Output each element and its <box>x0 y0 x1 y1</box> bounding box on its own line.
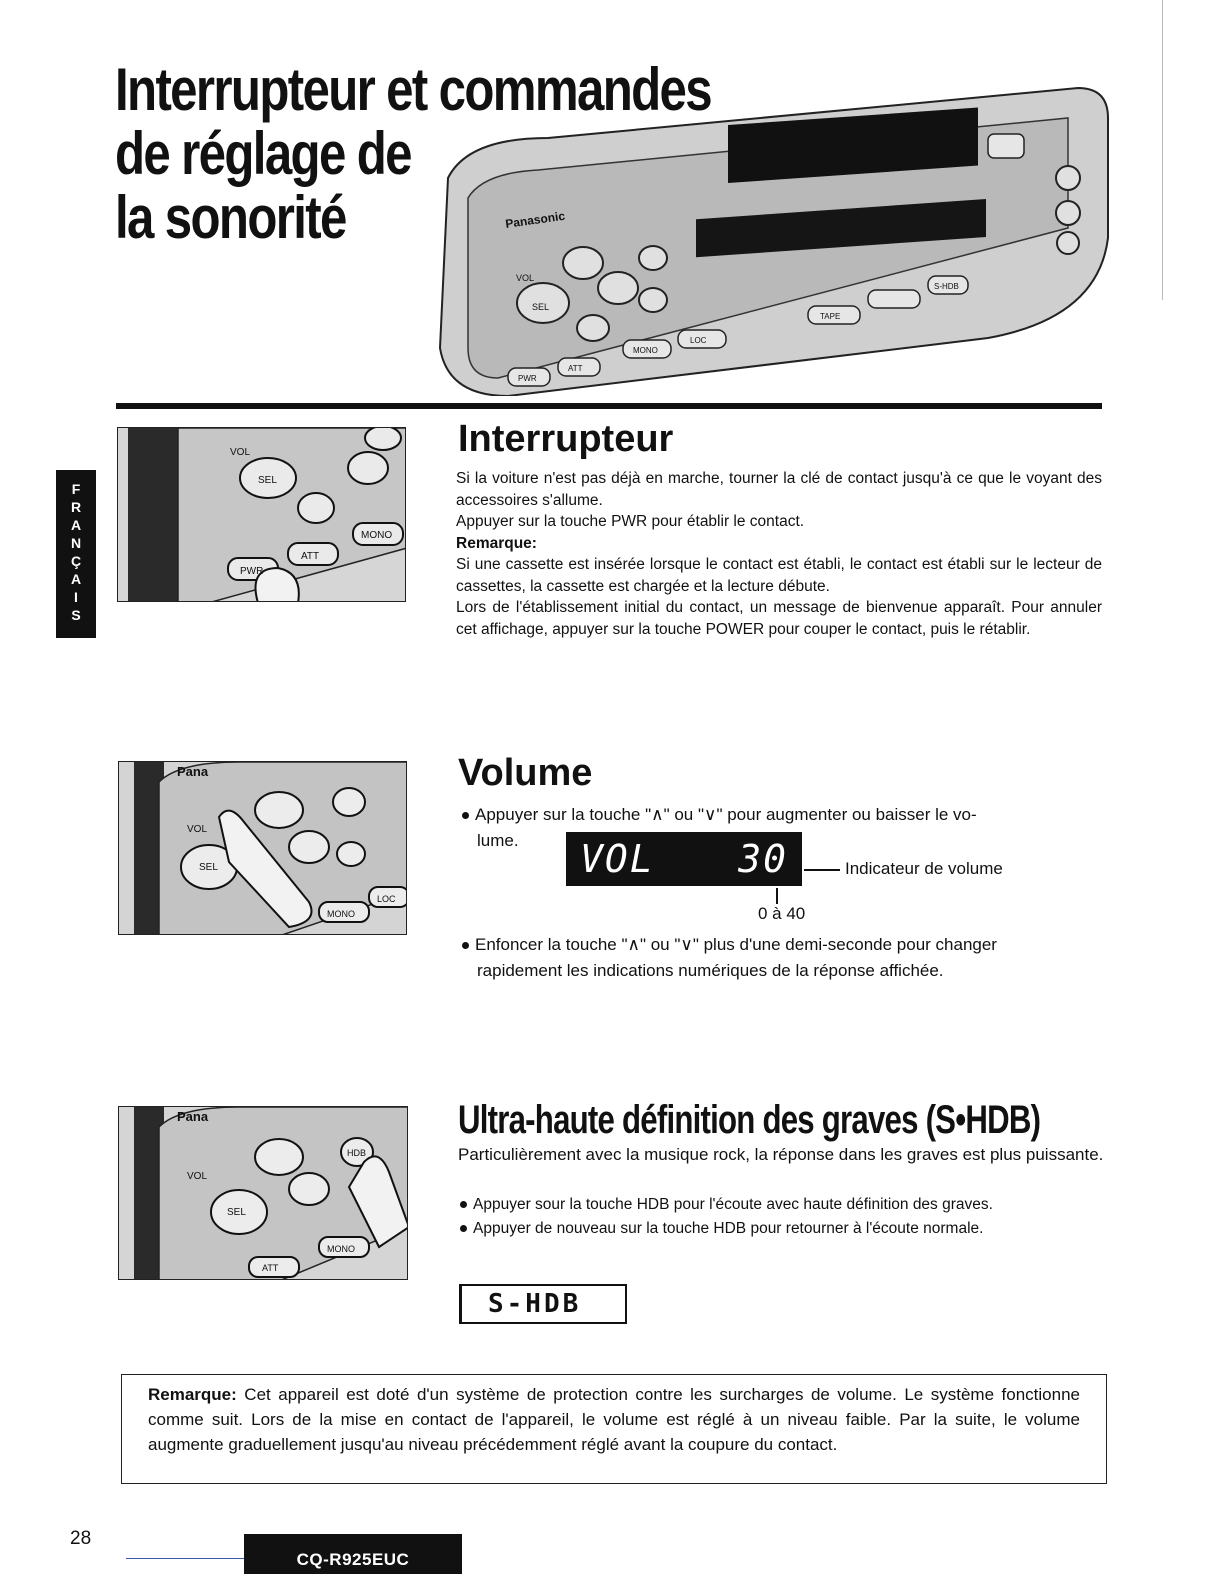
photo3-label: MONO <box>327 1244 355 1254</box>
footer-line <box>126 1558 246 1559</box>
note-box <box>121 1374 1107 1484</box>
heading-volume: Volume <box>458 752 593 794</box>
photo2-label: MONO <box>327 909 355 919</box>
tab-letter: I <box>74 589 78 605</box>
volume-bullet-2 <box>462 932 1112 957</box>
margin-line <box>1162 0 1163 300</box>
hero-label-att: ATT <box>568 364 583 373</box>
note-label: Remarque: <box>148 1385 237 1404</box>
interrupteur-p2: Appuyer sur la touche PWR pour établir le contact. <box>456 513 805 530</box>
interrupteur-p3: Si une cassette est insérée lorsque le contact est établi, le contact est établi sur le lecteur de cassettes, la cassette est chargée et la lecture débute. <box>456 556 1102 595</box>
volume-lcd-display <box>566 832 802 886</box>
hero-label-vol: VOL <box>516 273 535 283</box>
brand-logo: Panasonic <box>504 208 566 231</box>
volume-bullet-1-cont: lume. <box>477 831 519 850</box>
bullet-icon <box>460 1201 467 1208</box>
remark-label: Remarque: <box>456 534 537 552</box>
photo1-label: VOL <box>230 447 251 458</box>
tab-letter: A <box>70 517 82 533</box>
note-text: Cet appareil est doté d'un système de protection contre les surcharges de volume. Le système fonctionne comme suit. Lors de la mise en contact de l'appareil, le volume est réglé à un niveau faible. Par la suite, le volume augmente graduellement jusqu'au niveau précédemment réglé avant la coupure du contact. <box>148 1385 1080 1454</box>
hero-label-sel: SEL <box>532 302 550 312</box>
hero-label-pwr: PWR <box>518 374 537 383</box>
tab-letter: S <box>71 607 81 623</box>
photo3-label: HDB <box>347 1148 367 1158</box>
photo1-label: MONO <box>361 530 393 541</box>
tab-letter: Ç <box>70 553 82 569</box>
title-line-2: de réglage de <box>115 120 411 187</box>
photo2-label: LOC <box>377 894 396 904</box>
bullet-icon <box>460 1225 467 1232</box>
interrupteur-p4: Lors de l'établissement initial du contact, un message de bienvenue apparaît. Pour annuler cet affichage, appuyer sur la touche POWER pour couper le contact, puis le rétablir. <box>456 599 1102 638</box>
heading-interrupteur: Interrupteur <box>458 418 674 460</box>
photo2-label: VOL <box>187 824 208 835</box>
volume-bullet-1 <box>462 802 1102 827</box>
page-number: 28 <box>70 1528 92 1549</box>
photo1-label: PWR <box>240 566 264 577</box>
lcd-vol-text: VOL <box>580 837 655 881</box>
bullet-text: Enfoncer la touche "∧" ou "∨" plus d'une demi-seconde pour changer <box>475 935 997 954</box>
bullet-text: Appuyer sur la touche "∧" ou "∨" pour augmenter ou baisser le vo- <box>475 805 977 824</box>
interrupteur-text <box>456 468 1102 640</box>
section-rule <box>116 403 1102 409</box>
shdb-photo <box>118 1106 408 1280</box>
tab-letter: R <box>70 499 82 515</box>
shdb-display: S-HDB <box>459 1284 627 1324</box>
photo3-label: ATT <box>262 1263 279 1273</box>
language-tab <box>56 470 96 638</box>
hero-label-tape: TAPE <box>820 312 841 321</box>
photo1-label: ATT <box>301 551 320 562</box>
volume-bullet-2-cont: rapidement les indications numériques de la réponse affichée. <box>477 961 944 980</box>
model-badge: CQ-R925EUC <box>244 1534 462 1574</box>
title-line-3: la sonorité <box>115 184 346 251</box>
range-leader <box>776 888 778 904</box>
tab-letter: A <box>70 571 82 587</box>
tab-letter: N <box>70 535 82 551</box>
title-line-1: Interrupteur et commandes <box>115 56 712 123</box>
volume-photo <box>118 761 407 935</box>
hero-label-shdb: S-HDB <box>934 282 959 291</box>
photo2-label: Pana <box>177 764 209 779</box>
photo3-label: SEL <box>227 1207 246 1218</box>
photo3-label: Pana <box>177 1109 209 1124</box>
bullet-icon <box>462 812 469 819</box>
bullet-icon <box>462 942 469 949</box>
bullet-text: Appuyer sour la touche HDB pour l'écoute avec haute définition des graves. <box>473 1196 993 1213</box>
interrupteur-photo <box>117 427 406 602</box>
photo3-label: VOL <box>187 1171 208 1182</box>
photo1-label: SEL <box>258 475 277 486</box>
hero-label-loc: LOC <box>690 336 707 345</box>
shdb-bullet-1 <box>460 1192 1110 1217</box>
volume-range-label: 0 à 40 <box>758 904 806 923</box>
shdb-bullet-2 <box>460 1216 1110 1241</box>
hero-label-mono: MONO <box>633 346 658 355</box>
car-radio-illustration <box>428 78 1118 396</box>
tab-letter: F <box>71 481 81 497</box>
interrupteur-p1: Si la voiture n'est pas déjà en marche, tourner la clé de contact jusqu'à ce que le voyant des accessoires s'allume. <box>456 470 1102 509</box>
volume-indicator-label: Indicateur de volume <box>845 859 1003 878</box>
indicator-leader <box>804 869 840 871</box>
heading-shdb: Ultra-haute définition des graves (S•HDB) <box>458 1098 1041 1142</box>
shdb-intro: Particulièrement avec la musique rock, la réponse dans les graves est plus puissante. <box>458 1145 1104 1164</box>
lcd-vol-value: 30 <box>738 837 788 881</box>
photo2-label: SEL <box>199 862 218 873</box>
bullet-text: Appuyer de nouveau sur la touche HDB pour retourner à l'écoute normale. <box>473 1220 984 1237</box>
